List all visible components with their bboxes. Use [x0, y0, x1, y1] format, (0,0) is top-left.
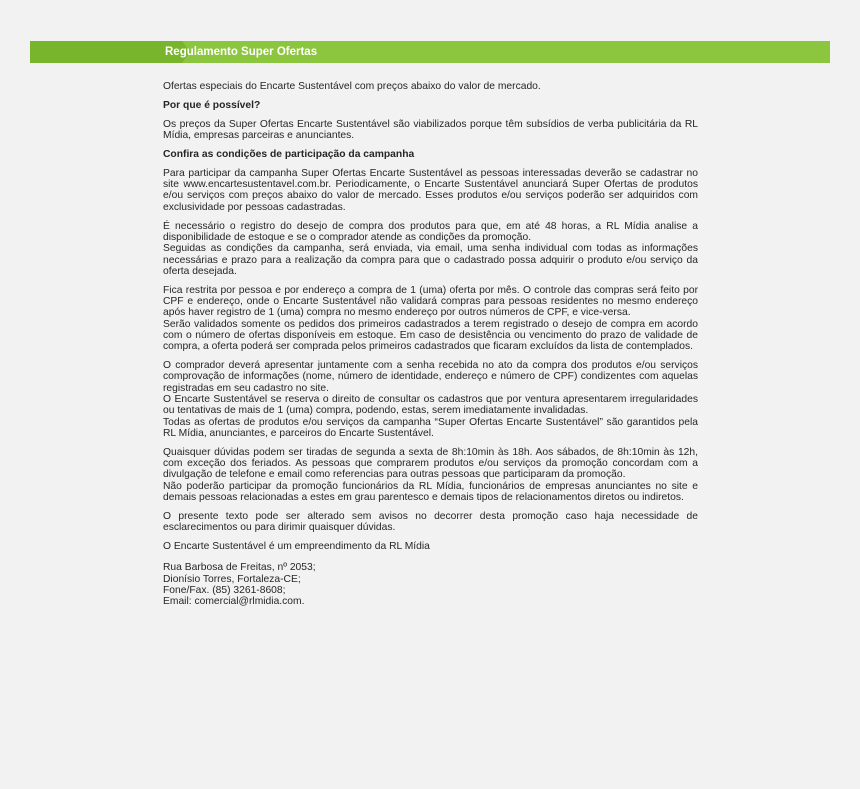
buyer-text: O comprador deverá apresentar juntamente com a senha recebida no ato da compra dos produtos e/ou serviços comprovação de informações (nome, número de identidade, endereço e número de CPF) condizentes com aquelas registradas em seu cadastro no site. — [163, 360, 698, 394]
rights-text: O Encarte Sustentável se reserva o direito de consultar os cadastros que por ventura apresentarem irregularidades ou tentativas de mais de 1 (uma) compra, podendo, estas, serem imediatamente invalidadas. — [163, 393, 698, 417]
regulation-text — [163, 81, 698, 615]
address-email: Email: comercial@rlmidia.com. — [163, 596, 305, 608]
guarantee-text: Todas as ofertas de produtos e/ou serviços da campanha “Super Ofertas Encarte Sustentável” são garantidos pela RL Mídia, anunciantes, e parceiros do Encarte Sustentável. — [163, 416, 698, 439]
validation-text: Serão validados somente os pedidos dos primeiros cadastrados a terem registrado o desejo de compra em acordo com o número de ofertas disponíveis em estoque. Em caso de desistência ou vencimento do prazo de validade de compra, a oferta poderá ser comprada pelos primeiros cadastrados que ficaram excluídos da lista de contemplados. — [163, 318, 698, 353]
restriction-paragraph — [163, 285, 698, 353]
buyer-paragraph — [163, 360, 698, 439]
address-phone: Fone/Fax. (85) 3261-8608; — [163, 584, 286, 596]
intro-paragraph: Ofertas especiais do Encarte Sustentável com preços abaixo do valor de mercado. — [163, 81, 541, 92]
registration-text: É necessário o registro do desejo de compra dos produtos para que, em até 48 horas, a RL Mídia analise a disponibilidade de estoque e se o comprador atende as condições da promoção. — [163, 220, 698, 243]
exclusion-text: Não poderão participar da promoção funcionários da RL Mídia, funcionários de empresas anunciantes no site e demais pessoas relacionadas a estes em grau parentesco e demais tipos de relacionamentos diretos ou indiretos. — [163, 480, 698, 503]
questions-text: Quaisquer dúvidas podem ser tiradas de segunda a sexta de 8h:10min às 18h. Aos sábados, de 8h:10min às 12h, com exceção dos feriados. As pessoas que comprarem produtos e/ou serviços da promoção concordam com a divulgação de telefone e email como referencias para outras pessoas que participaram da promoção. — [163, 446, 698, 481]
restriction-text: Fica restrita por pessoa e por endereço a compra de 1 (uma) oferta por mês. O controle das compras será feito por CPF e endereço, onde o Encarte Sustentável não validará compras para pessoas residentes no mesmo endereço após haver registro de 1 (uma) compra no mesmo endereço por outros números de CPF, e vice-versa. — [163, 284, 698, 319]
why-paragraph: Os preços da Super Ofertas Encarte Sustentável são viabilizados porque têm subsídios de verba publicitária da RL Mídia, empresas parceiras e anunciantes. — [163, 118, 698, 142]
address-street: Rua Barbosa de Freitas, nº 2053; — [163, 562, 316, 574]
company-paragraph: O Encarte Sustentável é um empreendimento da RL Mídia — [163, 541, 430, 553]
section-heading-conditions: Confira as condições de participação da campanha — [163, 148, 415, 160]
participation-paragraph: Para participar da campanha Super Ofertas Encarte Sustentável as pessoas interessadas deverão se cadastrar no site www.encartesustentavel.com.br. Periodicamente, o Encarte Sustentável anunciará Super Ofertas de produtos e/ou serviços com preços abaixo do valor de mercado. Esses produtos e/ou serviços poderão ser adquiridos com exclusividade por pessoas cadastradas. — [163, 167, 698, 213]
page-title: Regulamento Super Ofertas — [165, 46, 318, 58]
registration-paragraph — [163, 221, 698, 277]
header-banner — [30, 41, 830, 63]
questions-paragraph — [163, 447, 698, 503]
section-heading-why: Por que é possível? — [163, 99, 261, 111]
changes-paragraph: O presente texto pode ser alterado sem avisos no decorrer desta promoção caso haja necessidade de esclarecimentos ou para dirimir quaisquer dúvidas. — [163, 510, 698, 534]
address-district: Dionísio Torres, Fortaleza-CE; — [163, 573, 301, 585]
password-text: Seguidas as condições da campanha, será enviada, via email, uma senha individual com todas as informações necessárias e prazo para a realização da compra para que o cadastrado possa adquirir o produto e/ou serviço da oferta desejada. — [163, 243, 698, 277]
address-block — [163, 562, 698, 607]
